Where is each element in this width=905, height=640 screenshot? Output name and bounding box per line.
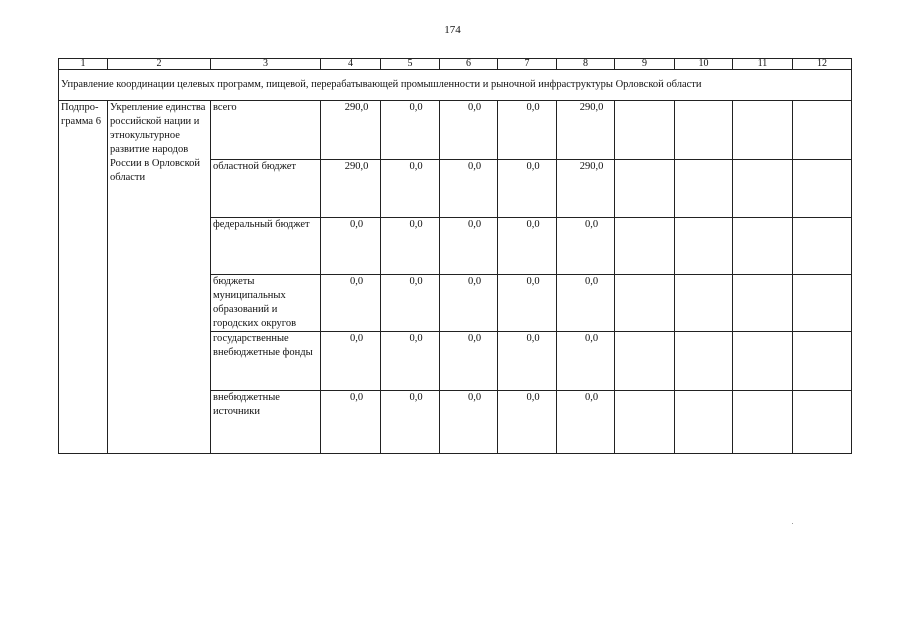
empty-cell xyxy=(615,218,675,275)
empty-cell xyxy=(615,332,675,391)
column-number: 3 xyxy=(211,59,321,70)
value-cell: 290,0 xyxy=(321,101,381,160)
value-cell: 0,0 xyxy=(321,275,381,332)
department-name: Управление координации целевых программ, пищевой, перерабатывающей промышленности и рыночной инфраструктуры Орловской области xyxy=(59,70,852,101)
value-cell: 0,0 xyxy=(381,218,440,275)
empty-cell xyxy=(615,160,675,218)
department-row xyxy=(59,70,852,101)
scan-speck xyxy=(792,523,793,524)
value-cell: 290,0 xyxy=(321,160,381,218)
value-cell: 0,0 xyxy=(498,218,557,275)
value-cell: 0,0 xyxy=(440,391,498,454)
empty-cell xyxy=(675,218,733,275)
empty-cell xyxy=(793,160,852,218)
empty-cell xyxy=(733,391,793,454)
column-number: 6 xyxy=(440,59,498,70)
empty-cell xyxy=(675,332,733,391)
value-cell: 0,0 xyxy=(557,391,615,454)
empty-cell xyxy=(793,275,852,332)
column-number: 11 xyxy=(733,59,793,70)
empty-cell xyxy=(615,391,675,454)
value-cell: 0,0 xyxy=(321,391,381,454)
column-number: 12 xyxy=(793,59,852,70)
value-cell: 0,0 xyxy=(381,160,440,218)
empty-cell xyxy=(793,218,852,275)
value-cell: 0,0 xyxy=(557,332,615,391)
column-number-row xyxy=(59,59,852,70)
value-cell: 0,0 xyxy=(498,332,557,391)
value-cell: 0,0 xyxy=(381,275,440,332)
empty-cell xyxy=(793,101,852,160)
empty-cell xyxy=(733,275,793,332)
page-number: 174 xyxy=(444,24,461,36)
funding-source: внебюджетные источники xyxy=(211,391,321,454)
empty-cell xyxy=(793,332,852,391)
empty-cell xyxy=(793,391,852,454)
empty-cell xyxy=(675,391,733,454)
column-number: 1 xyxy=(59,59,108,70)
value-cell: 0,0 xyxy=(381,391,440,454)
column-number: 2 xyxy=(108,59,211,70)
value-cell: 0,0 xyxy=(557,275,615,332)
value-cell: 0,0 xyxy=(381,101,440,160)
column-number: 10 xyxy=(675,59,733,70)
column-number: 7 xyxy=(498,59,557,70)
value-cell: 0,0 xyxy=(440,275,498,332)
empty-cell xyxy=(675,101,733,160)
funding-source: государственные внебюджетные фонды xyxy=(211,332,321,391)
column-number: 8 xyxy=(557,59,615,70)
funding-source: бюджеты муниципальных образований и городских округов xyxy=(211,275,321,332)
value-cell: 0,0 xyxy=(498,391,557,454)
empty-cell xyxy=(615,101,675,160)
empty-cell xyxy=(733,101,793,160)
value-cell: 0,0 xyxy=(321,332,381,391)
value-cell: 0,0 xyxy=(440,160,498,218)
column-number: 5 xyxy=(381,59,440,70)
value-cell: 0,0 xyxy=(440,101,498,160)
value-cell: 0,0 xyxy=(498,275,557,332)
subprogram-name: Укрепление единства российской нации и этнокультурное развитие народов России в Орловской области xyxy=(108,101,211,454)
value-cell: 290,0 xyxy=(557,160,615,218)
value-cell: 0,0 xyxy=(440,332,498,391)
empty-cell xyxy=(675,160,733,218)
value-cell: 0,0 xyxy=(440,218,498,275)
value-cell: 290,0 xyxy=(557,101,615,160)
empty-cell xyxy=(733,218,793,275)
empty-cell xyxy=(675,275,733,332)
funding-source: федеральный бюджет xyxy=(211,218,321,275)
funding-source: областной бюджет xyxy=(211,160,321,218)
value-cell: 0,0 xyxy=(498,101,557,160)
value-cell: 0,0 xyxy=(321,218,381,275)
empty-cell xyxy=(733,332,793,391)
empty-cell xyxy=(615,275,675,332)
value-cell: 0,0 xyxy=(557,218,615,275)
funding-table xyxy=(58,58,852,454)
subprogram-code: Подпро-грамма 6 xyxy=(59,101,108,454)
value-cell: 0,0 xyxy=(381,332,440,391)
column-number: 9 xyxy=(615,59,675,70)
funding-source: всего xyxy=(211,101,321,160)
column-number: 4 xyxy=(321,59,381,70)
table-row xyxy=(59,101,852,160)
value-cell: 0,0 xyxy=(498,160,557,218)
empty-cell xyxy=(733,160,793,218)
